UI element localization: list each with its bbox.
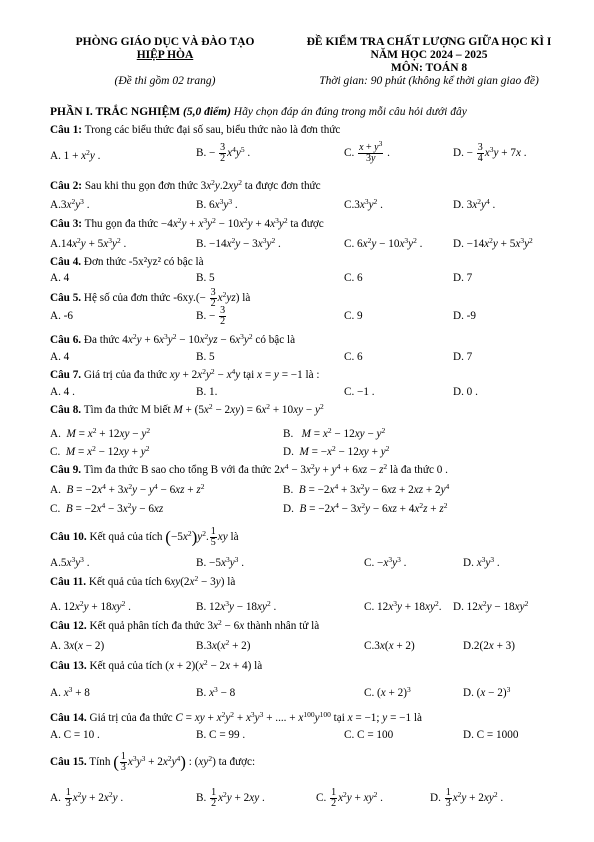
- answer-option[interactable]: A. $12x^2y + 18xy^2$ .: [50, 599, 131, 613]
- question-text: Kết quả của tích: [89, 660, 163, 672]
- question-text: Trong các biểu thức đại số sau, biểu thức nào là đơn thức: [84, 124, 341, 136]
- question-10: Câu 10. Kết quả của tích $(-5x^2)y^2$. $\frac{1}{5}$ xy là: [50, 526, 239, 548]
- question-8: Câu 8. Tìm đa thức M biết $M + (5x^2 - 2xy) = 6x^2 + 10xy - y^2$: [50, 402, 324, 416]
- answer-option[interactable]: A. 3x(x − 2): [50, 640, 105, 652]
- answer-option[interactable]: C. $\frac{1}{2}$ $x^2y + xy^2$ .: [316, 787, 383, 809]
- answer-option[interactable]: D. $B = -2x^4 - 3x^2y - 6xz + 4x^2z + z^2$: [283, 501, 448, 515]
- question-label: Câu 11.: [50, 576, 87, 588]
- question-4: [50, 256, 580, 268]
- question-text: Kết quả của tích: [89, 531, 163, 544]
- department-name: PHÒNG GIÁO DỤC VÀ ĐÀO TẠO: [75, 36, 255, 48]
- answer-option[interactable]: D. -9: [453, 310, 476, 322]
- question-text: Tính: [89, 756, 111, 769]
- subject: MÔN: TOÁN 8: [390, 62, 468, 74]
- exam-title: ĐỀ KIỂM TRA CHẤT LƯỢNG GIỮA HỌC KÌ I: [306, 36, 552, 48]
- question-14: Câu 14. Giá trị của đa thức C = xy + $x^2y^2 + x^3y^3$ + .... + $x^{100}y^{100}$ tại x = −1; y = −1 là: [50, 710, 422, 724]
- question-text: là :: [305, 369, 320, 381]
- answer-option[interactable]: A. $x^3 + 8$: [50, 685, 90, 699]
- answer-option[interactable]: D. $(x - 2)^3$: [463, 685, 511, 699]
- answer-option[interactable]: C. 9: [344, 310, 363, 322]
- answer-option[interactable]: D. C = 1000: [463, 729, 519, 741]
- question-text: ta được: [290, 218, 324, 230]
- question-text: Giá trị của đa thức: [83, 369, 167, 381]
- answer-option[interactable]: $A.3x^2y^3$ .: [50, 197, 90, 211]
- school-year: NĂM HỌC 2024 – 2025: [370, 49, 488, 61]
- question-text: là: [413, 712, 422, 724]
- question-text: tại: [243, 369, 255, 381]
- district-name: HIỆP HÒA: [136, 49, 194, 61]
- question-label: Câu 9.: [50, 464, 82, 476]
- question-text: là đa thức 0 .: [389, 464, 448, 476]
- question-text: thành nhân tử là: [246, 620, 320, 632]
- answer-option[interactable]: D. $M = -x^2 - 12xy + y^2$: [283, 444, 390, 458]
- question-label: Câu 2:: [50, 180, 83, 192]
- time-note: Thời gian: 90 phút (không kể thời gian giao đề): [319, 75, 539, 87]
- page-count-note: (Đề thi gồm 02 trang): [114, 75, 216, 87]
- section-instruction: Hãy chọn đáp án đúng trong mỗi câu hỏi dưới đây: [233, 106, 467, 118]
- question-3: Câu 3: Thu gọn đa thức $-4x^2y + x^3y^2 - 10x^2y + 4x^3y^2$ ta được: [50, 216, 324, 230]
- question-label: Câu 3:: [50, 218, 83, 230]
- answer-option[interactable]: $A.14x^2y + 5x^3y^2$ .: [50, 236, 127, 250]
- question-label: Câu 4.: [50, 256, 82, 268]
- answer-option[interactable]: A. 4: [50, 351, 70, 363]
- answer-option[interactable]: C. 6: [344, 351, 363, 363]
- answer-option[interactable]: B. − $\frac{3}{2}$: [196, 305, 226, 327]
- question-text: là: [230, 531, 239, 544]
- question-text: Kết quả của tích: [88, 576, 162, 588]
- answer-option[interactable]: C. $6x^2y - 10x^3y^2$ .: [344, 236, 423, 250]
- question-label: Câu 14.: [50, 712, 87, 724]
- question-label: Câu 8.: [50, 404, 82, 416]
- answer-option[interactable]: C. C = 100: [344, 729, 394, 741]
- answer-option[interactable]: B. $-14x^2y - 3x^3y^2$ .: [196, 236, 281, 250]
- answer-option[interactable]: A. $B = -2x^4 + 3x^2y - y^4 - 6xz + z^2$: [50, 482, 205, 496]
- answer-option[interactable]: D. 0 .: [453, 386, 478, 398]
- answer-option[interactable]: D. $x^3y^3$ .: [463, 555, 500, 569]
- question-text: là: [242, 292, 251, 305]
- answer-option[interactable]: C. $M = x^2 - 12xy + y^2$: [50, 444, 150, 458]
- answer-option[interactable]: C. $B = -2x^4 - 3x^2y - 6xz$: [50, 501, 164, 515]
- question-label: Câu 12.: [50, 620, 87, 632]
- question-7: Câu 7. Giá trị của đa thức xy + $2x^2y^2 - x^4y$ tại x = y = −1 là :: [50, 367, 320, 381]
- answer-option[interactable]: C. −1 .: [344, 386, 375, 398]
- answer-option[interactable]: C. $12x^3y + 18xy^2$.: [364, 599, 442, 613]
- answer-option[interactable]: A. $M = x^2 + 12xy - y^2$: [50, 426, 151, 440]
- answer-option[interactable]: D. $\frac{1}{3}$ $x^2y + 2xy^2$ .: [430, 787, 504, 809]
- question-label: Câu 10.: [50, 531, 87, 544]
- section-points: (5,0 điểm): [183, 106, 231, 118]
- question-text: ta được:: [218, 756, 256, 769]
- question-text: Sau khi thu gọn đơn thức: [84, 180, 198, 192]
- answer-option[interactable]: D. $12x^2y - 18xy^2$: [453, 599, 529, 613]
- question-2: Câu 2: Sau khi thu gọn đơn thức $3x^2y.2xy^2$ ta được đơn thức: [50, 178, 321, 192]
- section-title: PHẦN I. TRẮC NGHIỆM: [50, 106, 181, 118]
- answer-option[interactable]: B. 5: [196, 272, 215, 284]
- question-5: Câu 5. Hệ số của đơn thức -6xy.(− $\frac{3}{2}$ $x^2yz$) là: [50, 287, 251, 309]
- answer-option[interactable]: C. $(x + 2)^3$: [364, 685, 411, 699]
- answer-option[interactable]: $C.3x^3y^2$ .: [344, 197, 383, 211]
- question-label: Câu 15.: [50, 756, 87, 769]
- answer-option[interactable]: B. 5: [196, 351, 215, 363]
- answer-option[interactable]: D. $3x^2y^4$ .: [453, 197, 496, 211]
- question-text: có bậc là: [255, 334, 296, 346]
- answer-option[interactable]: D.2(2x + 3): [463, 640, 515, 652]
- answer-option[interactable]: B. $-5x^3y^3$ .: [196, 555, 244, 569]
- question-text: là: [227, 576, 236, 588]
- question-text: là: [254, 660, 263, 672]
- answer-option[interactable]: B. $M = x^2 - 12xy - y^2$: [283, 426, 386, 440]
- question-6: Câu 6. Đa thức $4x^2y + 6x^3y^2 - 10x^2yz - 6x^3y^2$ có bậc là: [50, 332, 296, 346]
- answer-option[interactable]: A. 4 .: [50, 386, 75, 398]
- question-label: Câu 5.: [50, 292, 82, 305]
- answer-option[interactable]: D. 7: [453, 272, 473, 284]
- question-label: Câu 13.: [50, 660, 87, 672]
- question-text: Đa thức: [83, 334, 120, 346]
- question-11: Câu 11. Kết quả của tích $6xy(2x^2 - 3y)$ là: [50, 574, 236, 588]
- answer-option[interactable]: A. $1 + x^2y$ .: [50, 148, 101, 162]
- answer-option[interactable]: A. 4: [50, 272, 70, 284]
- section-heading: [50, 106, 580, 118]
- answer-option[interactable]: C. $-x^3y^3$ .: [364, 555, 407, 569]
- question-text: Tìm đa thức B sao cho tổng B với đa thức: [83, 464, 272, 476]
- answer-option[interactable]: C.3x(x + 2): [364, 640, 415, 652]
- question-12: Câu 12. Kết quả phân tích đa thức $3x^2 - 6x$ thành nhân tử là: [50, 618, 320, 632]
- answer-option[interactable]: D. − $\frac{3}{4}$ $x^3y + 7x$ .: [453, 142, 527, 164]
- answer-option[interactable]: B. $B = -2x^4 + 3x^2y - 6xz + 2xz + 2y^4$: [283, 482, 450, 496]
- question-1: [50, 124, 580, 136]
- answer-option[interactable]: B. C = 99 .: [196, 729, 246, 741]
- answer-option[interactable]: C. $\frac{x + y^3}{3y}$ .: [344, 139, 390, 164]
- question-text: tại: [333, 712, 345, 724]
- answer-option[interactable]: B. − $\frac{3}{2}$ $x^4y^5$ .: [196, 142, 251, 164]
- answer-option[interactable]: B. $x^3 - 8$: [196, 685, 236, 699]
- answer-option[interactable]: D. $-14x^2y + 5x^3y^2$: [453, 236, 533, 250]
- question-text: Thu gọn đa thức: [84, 218, 159, 230]
- answer-option[interactable]: D. 7: [453, 351, 473, 363]
- question-label: Câu 1:: [50, 124, 83, 136]
- question-text: Kết quả phân tích đa thức: [89, 620, 205, 632]
- answer-option[interactable]: A. -6: [50, 310, 73, 322]
- answer-option[interactable]: B. $6x^3y^3$ .: [196, 197, 238, 211]
- question-9: Câu 9. Tìm đa thức B sao cho tổng B với đa thức $2x^4 - 3x^2y + y^4 + 6xz - z^2$ là đa thức 0 .: [50, 462, 448, 476]
- question-label: Câu 6.: [50, 334, 82, 346]
- answer-option[interactable]: B. $12x^3y - 18xy^2$ .: [196, 599, 277, 613]
- question-label: Câu 7.: [50, 369, 82, 381]
- question-text: Hệ số của đơn thức -6xy.: [83, 292, 196, 305]
- question-15: Câu 15. Tính ( $\frac{1}{3}$ $x^3y^3 + 2x^2y^4$) : $(xy^2)$ ta được:: [50, 751, 256, 773]
- answer-option[interactable]: A. C = 10 .: [50, 729, 100, 741]
- answer-option[interactable]: $B.3x(x^2 + 2)$: [196, 638, 251, 652]
- question-13: Câu 13. Kết quả của tích $(x + 2)(x^2 - 2x + 4)$ là: [50, 658, 263, 672]
- answer-option[interactable]: B. 1.: [196, 386, 218, 398]
- answer-option[interactable]: A. $\frac{1}{3}$ $x^2y + 2x^2y$ .: [50, 787, 124, 809]
- question-text: Giá trị của đa thức: [89, 712, 173, 724]
- exam-header: [0, 36, 594, 98]
- question-text: Tìm đa thức M biết: [83, 404, 171, 416]
- answer-option[interactable]: C. 6: [344, 272, 363, 284]
- question-text: ta được đơn thức: [244, 180, 321, 192]
- answer-option[interactable]: $A.5x^3y^3$ .: [50, 555, 90, 569]
- question-text: Đơn thức -5x²yz² có bậc là: [83, 256, 204, 268]
- answer-option[interactable]: B. $\frac{1}{2}$ $x^2y + 2xy$ .: [196, 787, 265, 809]
